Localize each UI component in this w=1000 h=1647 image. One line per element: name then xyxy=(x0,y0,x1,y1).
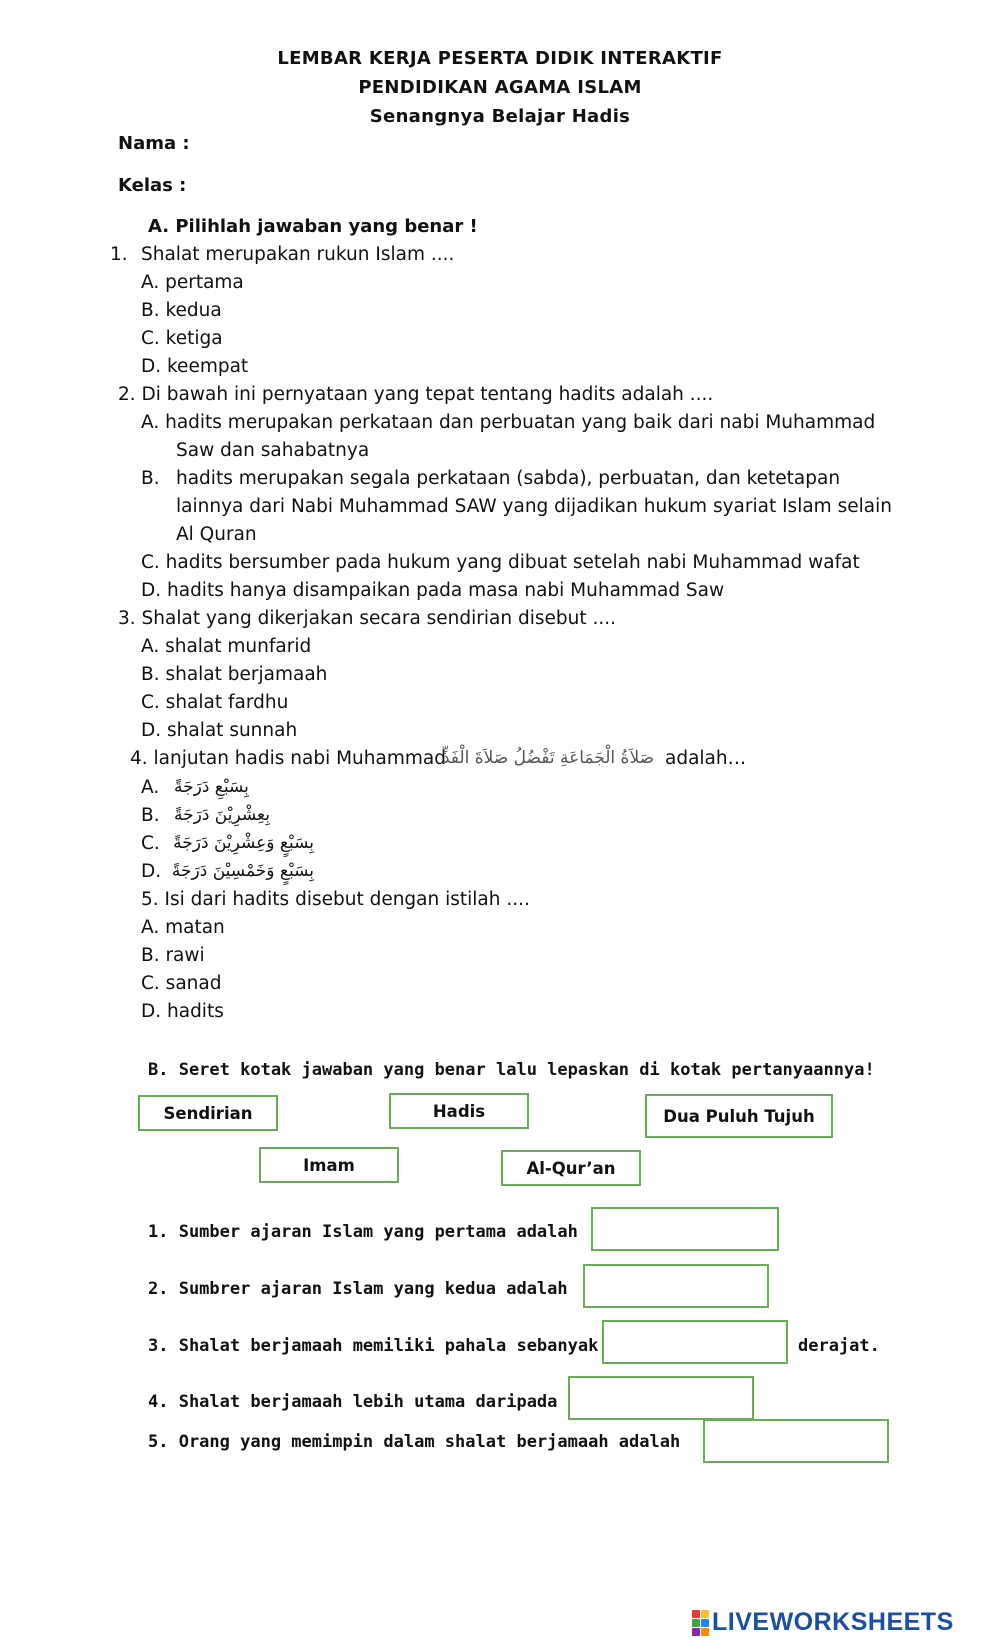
q4-option-c-arabic: بِسَبْعٍ وَعِشْرِيْنَ دَرَجَةً xyxy=(173,833,314,853)
q2-option-a-line2: Saw dan sahabatnya xyxy=(176,440,370,461)
q3-option-c: C. shalat fardhu xyxy=(141,692,289,713)
q2-option-a-line1: A. hadits merupakan perkataan dan perbuatan yang baik dari nabi Muhammad xyxy=(141,412,876,433)
q4-option-a-arabic: بِسَبْعِ دَرَجَةً xyxy=(174,777,249,797)
liveworksheets-logo xyxy=(692,1608,954,1637)
drop-box-1[interactable] xyxy=(591,1207,779,1251)
q2-text: 2. Di bawah ini pernyataan yang tepat tentang hadits adalah .... xyxy=(118,384,714,405)
q5-option-b: B. rawi xyxy=(141,945,205,966)
q1-option-b: B. kedua xyxy=(141,300,222,321)
topic-title: Senangnya Belajar Hadis xyxy=(369,106,631,127)
q4-option-d-letter: D. xyxy=(141,861,162,882)
q5-text: 5. Isi dari hadits disebut dengan istilah .... xyxy=(141,889,530,910)
section-b-title: B. Seret kotak jawaban yang benar lalu lepaskan di kotak pertanyaannya! xyxy=(148,1060,875,1080)
q2-option-d: D. hadits hanya disampaikan pada masa nabi Muhammad Saw xyxy=(141,580,725,601)
drop-box-3[interactable] xyxy=(602,1320,788,1364)
q3-text: 3. Shalat yang dikerjakan secara sendirian disebut .... xyxy=(118,608,617,629)
q2-option-c: C. hadits bersumber pada hukum yang dibuat setelah nabi Muhammad wafat xyxy=(141,552,860,573)
answer-chip-imam[interactable]: Imam xyxy=(259,1147,399,1183)
liveworksheets-mark-icon xyxy=(692,1610,709,1636)
answer-chip-al-quran[interactable]: Al-Qur’an xyxy=(501,1150,641,1186)
q1-option-d: D. keempat xyxy=(141,356,249,377)
subject-title: PENDIDIKAN AGAMA ISLAM xyxy=(358,77,642,98)
b-question-5: 5. Orang yang memimpin dalam shalat berjamaah adalah xyxy=(148,1432,681,1452)
q3-option-b: B. shalat berjamaah xyxy=(141,664,328,685)
q4-text-after: adalah… xyxy=(665,748,747,769)
q4-option-d-arabic: بِسَبْعٍ وَخَمْسِيْنَ دَرَجَةً xyxy=(171,861,314,881)
q5-option-c: C. sanad xyxy=(141,973,222,994)
q4-option-b-letter: B. xyxy=(141,805,160,826)
q2-option-b-line3: Al Quran xyxy=(176,524,257,545)
q5-option-d: D. hadits xyxy=(141,1001,224,1022)
answer-chip-hadis[interactable]: Hadis xyxy=(389,1093,529,1129)
q2-option-b-line2: lainnya dari Nabi Muhammad SAW yang dijadikan hukum syariat Islam selain xyxy=(176,496,892,517)
worksheet-title: LEMBAR KERJA PESERTA DIDIK INTERAKTIF xyxy=(277,48,723,69)
b-question-2: 2. Sumbrer ajaran Islam yang kedua adalah xyxy=(148,1279,568,1299)
q2-option-b-line1: hadits merupakan segala perkataan (sabda), perbuatan, dan ketetapan xyxy=(176,468,841,489)
b-question-3: 3. Shalat berjamaah memiliki pahala sebanyak xyxy=(148,1336,599,1356)
b-question-3-suffix: derajat. xyxy=(798,1336,880,1356)
q1-option-c: C. ketiga xyxy=(141,328,223,349)
drop-box-5[interactable] xyxy=(703,1419,889,1463)
q1-text: Shalat merupakan rukun Islam .... xyxy=(141,244,455,265)
nama-label: Nama : xyxy=(118,133,190,154)
section-a-title: A. Pilihlah jawaban yang benar ! xyxy=(148,216,478,237)
kelas-label: Kelas : xyxy=(118,175,187,196)
brand-name: LIVEWORKSHEETS xyxy=(712,1608,954,1636)
q2-option-b-letter: B. xyxy=(141,468,160,489)
answer-chip-sendirian[interactable]: Sendirian xyxy=(138,1095,278,1131)
q3-option-a: A. shalat munfarid xyxy=(141,636,312,657)
q4-arabic-hadith: صَلاَةُ الْجَمَاعَةِ تَفْضُلُ صَلاَةَ الْفَذِّ xyxy=(441,748,655,768)
q1-number: 1. xyxy=(110,244,128,265)
q4-option-c-letter: C. xyxy=(141,833,160,854)
drop-box-2[interactable] xyxy=(583,1264,769,1308)
q4-option-a-letter: A. xyxy=(141,777,160,798)
b-question-4: 4. Shalat berjamaah lebih utama daripada xyxy=(148,1392,558,1412)
drop-box-4[interactable] xyxy=(568,1376,754,1420)
q1-option-a: A. pertama xyxy=(141,272,244,293)
answer-chip-dua-puluh-tujuh[interactable]: Dua Puluh Tujuh xyxy=(645,1094,833,1138)
q3-option-d: D. shalat sunnah xyxy=(141,720,298,741)
b-question-1: 1. Sumber ajaran Islam yang pertama adalah xyxy=(148,1222,578,1242)
q4-option-b-arabic: بِعِشْرِيْنَ دَرَجَةً xyxy=(174,805,270,825)
q4-text: 4. lanjutan hadis nabi Muhammad xyxy=(130,748,446,769)
q5-option-a: A. matan xyxy=(141,917,225,938)
